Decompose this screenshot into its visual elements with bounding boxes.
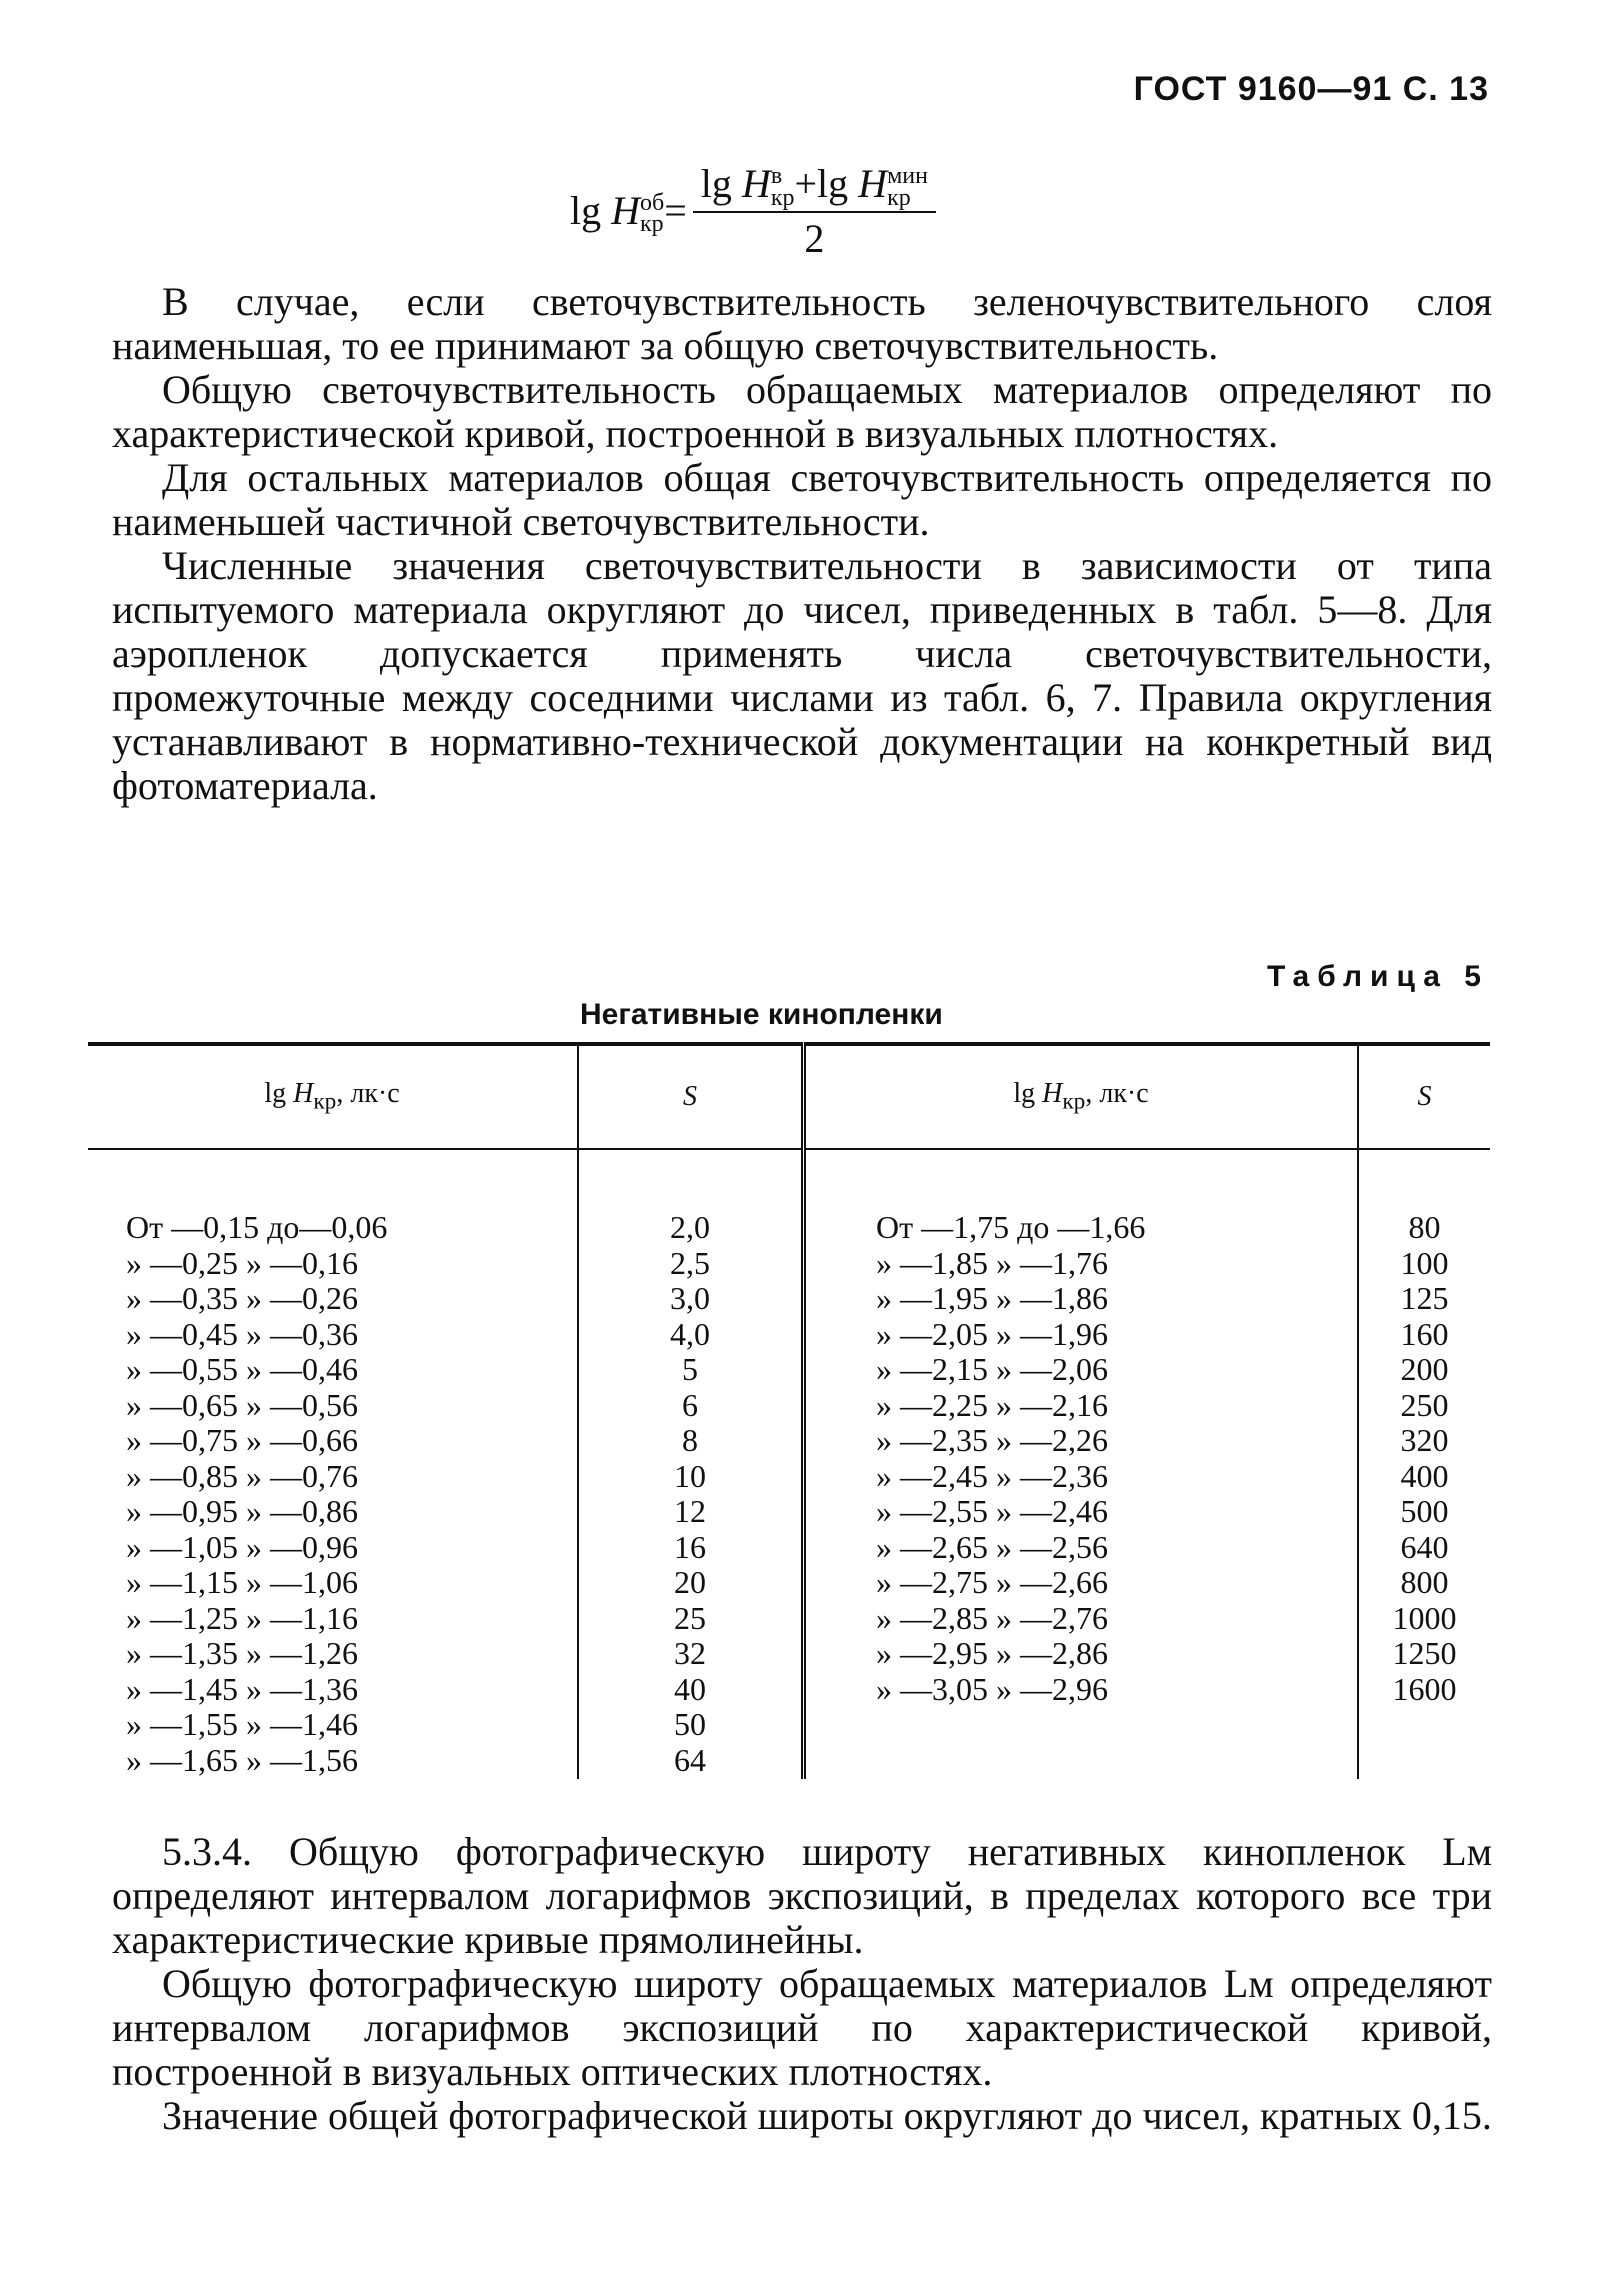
exposure-range: » —1,95 » —1,86 <box>876 1280 1108 1316</box>
sensitivity-value: 64 <box>674 1741 706 1778</box>
sensitivity-value: 50 <box>674 1706 706 1742</box>
exposure-range: » —1,35 » —1,26 <box>126 1635 358 1671</box>
exposure-range: » —2,15 » —2,06 <box>876 1351 1108 1387</box>
sensitivity-value: 200 <box>1400 1351 1449 1387</box>
sensitivity-value: 100 <box>1400 1244 1449 1281</box>
formula-num-subsup2 <box>887 163 928 211</box>
sensitivity-value: 6 <box>682 1386 698 1423</box>
exposure-range: » —0,85 » —0,76 <box>126 1457 358 1494</box>
paragraph: 5.3.4. Общую фотографическую широту негативных кинопленок Lм определяют интервалом логарифмов экспозиций, в пределах которого все три характеристические кривые прямолинейны. <box>112 1829 1492 1962</box>
header-s-symbol: S <box>683 1081 697 1112</box>
header-h-symbol: H <box>1042 1078 1063 1110</box>
table-header-row <box>88 1044 1490 1149</box>
formula-num-sup1: в <box>770 163 783 190</box>
exposure-range: » —2,55 » —2,46 <box>876 1493 1108 1529</box>
paragraph: Значение общей фотографической широты округляют до чисел, кратных 0,15. <box>162 2093 1492 2138</box>
formula-num-sup2: мин <box>887 163 928 190</box>
formula-fraction <box>693 160 936 262</box>
paragraph: Для остальных материалов общая светочувствительность определяется по наименьшей частичной светочувствительности. <box>112 455 1492 544</box>
sensitivity-value: 500 <box>1400 1493 1449 1529</box>
sensitivity-value: 1000 <box>1392 1599 1457 1636</box>
exposure-range: » —0,65 » —0,56 <box>126 1386 358 1423</box>
exposure-range: » —2,95 » —2,86 <box>876 1635 1108 1671</box>
exposure-range: » —0,95 » —0,86 <box>126 1493 358 1529</box>
header-unit: , лк·с <box>1085 1078 1149 1110</box>
exposure-range: » —0,25 » —0,16 <box>126 1244 358 1281</box>
page-header: ГОСТ 9160—91 С. 13 <box>1133 70 1489 108</box>
header-h-symbol: H <box>293 1078 314 1110</box>
header-lg-h-right <box>804 1044 1359 1149</box>
sensitivity-value: 320 <box>1400 1422 1449 1458</box>
exposure-range: » —3,05 » —2,96 <box>876 1670 1108 1707</box>
paragraph: Численные значения светочувствительности в зависимости от типа испытуемого материала округляют до чисел, приведенных в табл. 5—8. Для аэропленок допускается применять числа светочувствительности, промежуточные между соседними числами из табл. 6, 7. Правила округления устанавливают в нормативно-технической документации на конкретный вид фотоматериала. <box>112 543 1492 808</box>
exposure-range: » —2,45 » —2,36 <box>876 1457 1108 1494</box>
sensitivity-value: 640 <box>1400 1528 1449 1565</box>
body-text-bottom <box>112 1830 1492 2138</box>
formula-num-subsup1 <box>770 163 795 211</box>
formula-num-h2: H <box>858 161 888 206</box>
formula-lhs-h: H <box>611 187 641 233</box>
formula-equals: = <box>664 187 687 233</box>
header-s-symbol: S <box>1417 1081 1432 1112</box>
sensitivity-value: 25 <box>674 1599 706 1636</box>
sensitivity-value: 12 <box>674 1493 706 1529</box>
sensitivity-value: 4,0 <box>670 1315 710 1352</box>
exposure-range: » —0,75 » —0,66 <box>126 1422 358 1458</box>
formula-plus: + <box>794 161 818 206</box>
formula-num-lg2: lg <box>817 161 849 206</box>
table-caption: Таблица 5 <box>1266 960 1489 993</box>
exposure-range: » —2,25 » —2,16 <box>876 1386 1108 1423</box>
formula-numerator <box>693 160 936 213</box>
sensitivity-value: 5 <box>682 1351 698 1387</box>
paragraph: В случае, если светочувствительность зеленочувствительного слоя наименьшая, то ее принимают за общую светочувствительность. <box>112 279 1492 368</box>
header-lg-h-left <box>88 1044 578 1149</box>
formula-lhs-subsup <box>640 189 665 238</box>
exposure-range: » —1,85 » —1,76 <box>876 1244 1108 1281</box>
formula-num-lg1: lg <box>700 161 732 206</box>
exposure-range: От —1,75 до —1,66 <box>876 1209 1146 1245</box>
table-title: Негативные кинопленки <box>580 998 943 1031</box>
sensitivity-table <box>88 1042 1490 1779</box>
sensitivity-value: 16 <box>674 1528 706 1565</box>
formula-lhs <box>570 187 687 236</box>
right-ranges-column <box>804 1149 1359 1779</box>
exposure-range: » —0,35 » —0,26 <box>126 1280 358 1316</box>
sensitivity-value: 800 <box>1400 1564 1449 1600</box>
exposure-range: » —2,85 » —2,76 <box>876 1599 1108 1636</box>
sensitivity-value: 8 <box>682 1422 698 1458</box>
sensitivity-value: 32 <box>674 1635 706 1671</box>
header-subscript: кр <box>1062 1088 1086 1115</box>
sensitivity-value: 125 <box>1400 1280 1449 1316</box>
sensitivity-value: 10 <box>674 1457 706 1494</box>
formula-denominator: 2 <box>804 216 825 262</box>
header-subscript: кр <box>313 1088 337 1115</box>
header-lg-text: lg <box>1013 1078 1043 1110</box>
table-body-row <box>88 1149 1490 1779</box>
sensitivity-value: 160 <box>1400 1315 1449 1352</box>
exposure-range: От —0,15 до—0,06 <box>126 1209 388 1245</box>
formula-num-h1: H <box>741 161 771 206</box>
exposure-range: » —2,05 » —1,96 <box>876 1315 1108 1352</box>
header-s-right <box>1358 1044 1490 1149</box>
exposure-range: » —1,05 » —0,96 <box>126 1528 358 1565</box>
sensitivity-value: 250 <box>1400 1386 1449 1423</box>
formula-lhs-lg: lg <box>570 187 602 233</box>
formula <box>570 160 936 262</box>
exposure-range: » —1,45 » —1,36 <box>126 1670 358 1707</box>
paragraph: Общую фотографическую широту обращаемых материалов Lм определяют интервалом логарифмов экспозиций по характеристической кривой, построенной в визуальных оптических плотностях. <box>112 1961 1492 2094</box>
sensitivity-value: 2,0 <box>670 1209 710 1245</box>
exposure-range: » —1,15 » —1,06 <box>126 1564 358 1600</box>
exposure-range: » —2,35 » —2,26 <box>876 1422 1108 1458</box>
header-lg-text: lg <box>264 1078 294 1110</box>
left-values-column <box>578 1149 804 1779</box>
sensitivity-value: 20 <box>674 1564 706 1600</box>
right-values-column <box>1358 1149 1490 1779</box>
sensitivity-value: 1250 <box>1392 1635 1457 1671</box>
formula-num-sub2: кр <box>887 184 911 211</box>
exposure-range: » —2,75 » —2,66 <box>876 1564 1108 1600</box>
exposure-range: » —1,25 » —1,16 <box>126 1599 358 1636</box>
exposure-range: » —0,45 » —0,36 <box>126 1315 358 1352</box>
sensitivity-value: 1600 <box>1392 1670 1457 1707</box>
header-s-left <box>578 1044 804 1149</box>
exposure-range: » —1,55 » —1,46 <box>126 1706 358 1742</box>
exposure-range: » —1,65 » —1,56 <box>126 1741 358 1778</box>
sensitivity-value: 40 <box>674 1670 706 1707</box>
body-text-top <box>112 280 1492 808</box>
exposure-range: » —0,55 » —0,46 <box>126 1351 358 1387</box>
sensitivity-value: 3,0 <box>670 1280 710 1316</box>
left-ranges-column <box>88 1149 578 1779</box>
paragraph: Общую светочувствительность обращаемых материалов определяют по характеристической кривой, построенной в визуальных плотностях. <box>112 367 1492 456</box>
sensitivity-value: 80 <box>1408 1209 1441 1245</box>
sensitivity-value: 2,5 <box>670 1244 710 1281</box>
sensitivity-value: 400 <box>1400 1457 1449 1494</box>
formula-lhs-sup: об <box>640 189 665 216</box>
formula-num-sub1: кр <box>770 184 795 211</box>
formula-lhs-sub: кр <box>640 211 664 238</box>
header-unit: , лк·с <box>336 1078 400 1110</box>
exposure-range: » —2,65 » —2,56 <box>876 1528 1108 1565</box>
